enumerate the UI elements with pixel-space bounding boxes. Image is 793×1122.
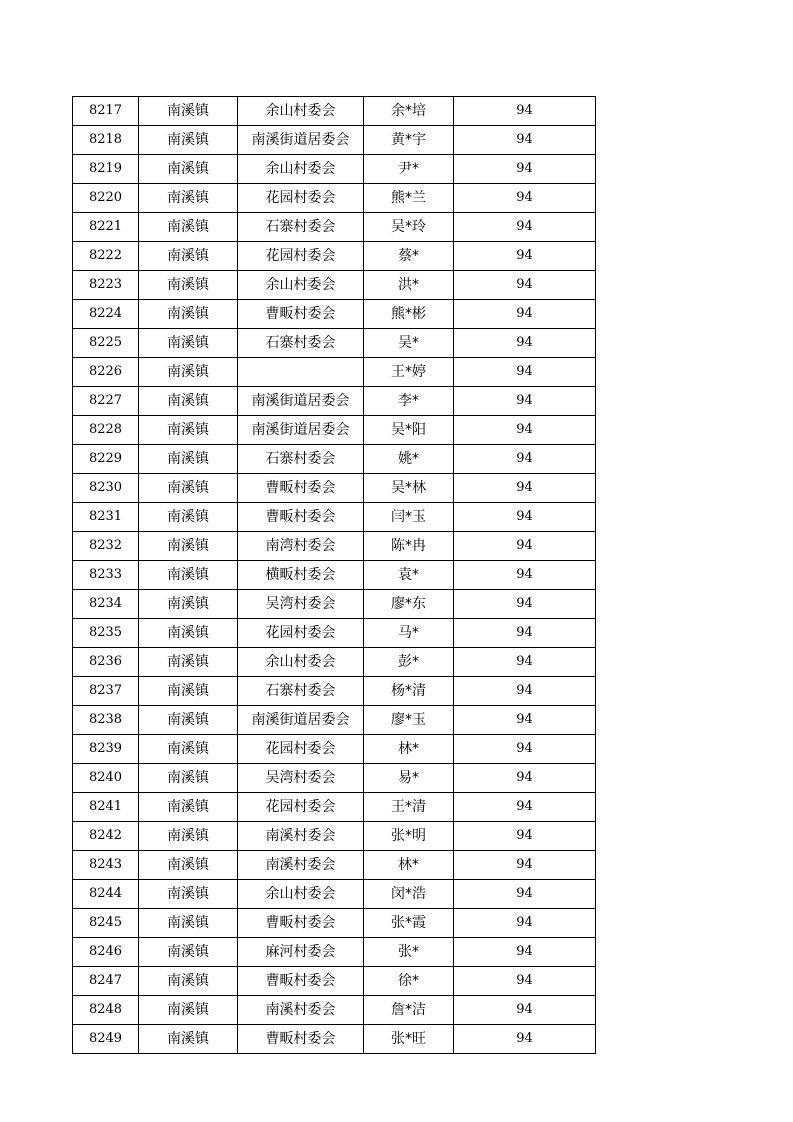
- cell-name: 林*: [364, 735, 454, 764]
- cell-id: 8236: [73, 648, 139, 677]
- cell-town: 南溪镇: [139, 793, 238, 822]
- cell-id: 8221: [73, 213, 139, 242]
- cell-id: 8225: [73, 329, 139, 358]
- cell-committee: 麻河村委会: [238, 938, 364, 967]
- cell-name: 熊*彬: [364, 300, 454, 329]
- cell-town: 南溪镇: [139, 764, 238, 793]
- cell-town: 南溪镇: [139, 967, 238, 996]
- cell-committee: 曹畈村委会: [238, 967, 364, 996]
- table-row: [73, 648, 596, 677]
- cell-committee: 曹畈村委会: [238, 300, 364, 329]
- cell-town: 南溪镇: [139, 271, 238, 300]
- cell-committee: 余山村委会: [238, 648, 364, 677]
- cell-score: 94: [454, 126, 596, 155]
- table-row: [73, 590, 596, 619]
- roster-table: [72, 96, 596, 1054]
- cell-id: 8232: [73, 532, 139, 561]
- cell-name: 张*明: [364, 822, 454, 851]
- cell-id: 8233: [73, 561, 139, 590]
- cell-score: 94: [454, 1025, 596, 1054]
- cell-id: 8238: [73, 706, 139, 735]
- table-row: [73, 967, 596, 996]
- table-row: [73, 329, 596, 358]
- cell-name: 袁*: [364, 561, 454, 590]
- cell-score: 94: [454, 242, 596, 271]
- cell-name: 吴*: [364, 329, 454, 358]
- cell-town: 南溪镇: [139, 1025, 238, 1054]
- cell-score: 94: [454, 793, 596, 822]
- cell-town: 南溪镇: [139, 561, 238, 590]
- cell-score: 94: [454, 97, 596, 126]
- cell-committee: 石寨村委会: [238, 213, 364, 242]
- cell-score: 94: [454, 358, 596, 387]
- cell-id: 8243: [73, 851, 139, 880]
- cell-town: 南溪镇: [139, 97, 238, 126]
- cell-committee: 南溪街道居委会: [238, 126, 364, 155]
- table-row: [73, 97, 596, 126]
- cell-score: 94: [454, 764, 596, 793]
- cell-committee: 曹畈村委会: [238, 503, 364, 532]
- cell-id: 8227: [73, 387, 139, 416]
- table-row: [73, 242, 596, 271]
- cell-town: 南溪镇: [139, 822, 238, 851]
- cell-committee: 曹畈村委会: [238, 474, 364, 503]
- cell-score: 94: [454, 880, 596, 909]
- cell-name: 李*: [364, 387, 454, 416]
- cell-town: 南溪镇: [139, 300, 238, 329]
- cell-town: 南溪镇: [139, 358, 238, 387]
- table-row: [73, 909, 596, 938]
- cell-name: 王*清: [364, 793, 454, 822]
- cell-name: 吴*玲: [364, 213, 454, 242]
- cell-name: 杨*清: [364, 677, 454, 706]
- roster-table-body: [73, 97, 596, 1054]
- cell-score: 94: [454, 619, 596, 648]
- table-row: [73, 793, 596, 822]
- cell-name: 张*旺: [364, 1025, 454, 1054]
- cell-committee: 余山村委会: [238, 155, 364, 184]
- cell-score: 94: [454, 967, 596, 996]
- cell-score: 94: [454, 155, 596, 184]
- cell-committee: 南溪街道居委会: [238, 387, 364, 416]
- cell-town: 南溪镇: [139, 648, 238, 677]
- cell-score: 94: [454, 532, 596, 561]
- cell-id: 8240: [73, 764, 139, 793]
- table-row: [73, 445, 596, 474]
- cell-id: 8229: [73, 445, 139, 474]
- cell-id: 8249: [73, 1025, 139, 1054]
- table-row: [73, 561, 596, 590]
- cell-name: 徐*: [364, 967, 454, 996]
- table-row: [73, 213, 596, 242]
- cell-committee: 石寨村委会: [238, 445, 364, 474]
- cell-score: 94: [454, 184, 596, 213]
- cell-committee: 余山村委会: [238, 97, 364, 126]
- cell-town: 南溪镇: [139, 996, 238, 1025]
- cell-town: 南溪镇: [139, 474, 238, 503]
- cell-name: 尹*: [364, 155, 454, 184]
- table-row: [73, 474, 596, 503]
- cell-name: 黄*宇: [364, 126, 454, 155]
- table-row: [73, 155, 596, 184]
- cell-town: 南溪镇: [139, 155, 238, 184]
- cell-id: 8230: [73, 474, 139, 503]
- cell-score: 94: [454, 590, 596, 619]
- table-row: [73, 619, 596, 648]
- cell-id: 8242: [73, 822, 139, 851]
- cell-id: 8223: [73, 271, 139, 300]
- cell-score: 94: [454, 387, 596, 416]
- table-row: [73, 271, 596, 300]
- cell-committee: 吴湾村委会: [238, 764, 364, 793]
- cell-name: 洪*: [364, 271, 454, 300]
- cell-name: 张*霞: [364, 909, 454, 938]
- cell-committee: 南溪村委会: [238, 996, 364, 1025]
- cell-town: 南溪镇: [139, 184, 238, 213]
- cell-id: 8248: [73, 996, 139, 1025]
- cell-id: 8218: [73, 126, 139, 155]
- cell-name: 张*: [364, 938, 454, 967]
- cell-id: 8241: [73, 793, 139, 822]
- table-row: [73, 387, 596, 416]
- cell-town: 南溪镇: [139, 619, 238, 648]
- cell-score: 94: [454, 851, 596, 880]
- cell-committee: 曹畈村委会: [238, 909, 364, 938]
- cell-id: 8231: [73, 503, 139, 532]
- table-row: [73, 822, 596, 851]
- cell-name: 彭*: [364, 648, 454, 677]
- table-row: [73, 706, 596, 735]
- cell-town: 南溪镇: [139, 677, 238, 706]
- cell-name: 王*婷: [364, 358, 454, 387]
- cell-town: 南溪镇: [139, 416, 238, 445]
- table-row: [73, 532, 596, 561]
- cell-name: 余*培: [364, 97, 454, 126]
- cell-town: 南溪镇: [139, 880, 238, 909]
- cell-town: 南溪镇: [139, 735, 238, 764]
- cell-name: 吴*阳: [364, 416, 454, 445]
- cell-score: 94: [454, 474, 596, 503]
- cell-id: 8217: [73, 97, 139, 126]
- cell-name: 闵*浩: [364, 880, 454, 909]
- cell-committee: 吴湾村委会: [238, 590, 364, 619]
- table-row: [73, 851, 596, 880]
- cell-committee: 花园村委会: [238, 735, 364, 764]
- cell-name: 林*: [364, 851, 454, 880]
- cell-committee: 横畈村委会: [238, 561, 364, 590]
- cell-town: 南溪镇: [139, 909, 238, 938]
- cell-score: 94: [454, 503, 596, 532]
- cell-name: 廖*玉: [364, 706, 454, 735]
- cell-town: 南溪镇: [139, 851, 238, 880]
- cell-id: 8247: [73, 967, 139, 996]
- cell-town: 南溪镇: [139, 242, 238, 271]
- cell-committee: 花园村委会: [238, 793, 364, 822]
- cell-town: 南溪镇: [139, 445, 238, 474]
- cell-committee: [238, 358, 364, 387]
- cell-committee: 花园村委会: [238, 619, 364, 648]
- cell-name: 易*: [364, 764, 454, 793]
- cell-town: 南溪镇: [139, 938, 238, 967]
- cell-committee: 南溪村委会: [238, 822, 364, 851]
- cell-score: 94: [454, 996, 596, 1025]
- cell-score: 94: [454, 677, 596, 706]
- cell-score: 94: [454, 329, 596, 358]
- cell-town: 南溪镇: [139, 706, 238, 735]
- table-row: [73, 996, 596, 1025]
- table-row: [73, 184, 596, 213]
- cell-committee: 花园村委会: [238, 184, 364, 213]
- table-row: [73, 416, 596, 445]
- cell-committee: 花园村委会: [238, 242, 364, 271]
- cell-name: 马*: [364, 619, 454, 648]
- cell-committee: 石寨村委会: [238, 677, 364, 706]
- cell-id: 8228: [73, 416, 139, 445]
- cell-id: 8234: [73, 590, 139, 619]
- cell-town: 南溪镇: [139, 590, 238, 619]
- cell-score: 94: [454, 822, 596, 851]
- cell-committee: 余山村委会: [238, 271, 364, 300]
- cell-name: 詹*洁: [364, 996, 454, 1025]
- cell-score: 94: [454, 213, 596, 242]
- table-row: [73, 764, 596, 793]
- cell-town: 南溪镇: [139, 503, 238, 532]
- cell-town: 南溪镇: [139, 532, 238, 561]
- cell-id: 8244: [73, 880, 139, 909]
- cell-score: 94: [454, 445, 596, 474]
- cell-committee: 南溪街道居委会: [238, 706, 364, 735]
- cell-id: 8235: [73, 619, 139, 648]
- table-row: [73, 735, 596, 764]
- cell-name: 蔡*: [364, 242, 454, 271]
- cell-score: 94: [454, 648, 596, 677]
- cell-committee: 南湾村委会: [238, 532, 364, 561]
- cell-score: 94: [454, 735, 596, 764]
- cell-id: 8239: [73, 735, 139, 764]
- cell-town: 南溪镇: [139, 329, 238, 358]
- cell-id: 8237: [73, 677, 139, 706]
- cell-score: 94: [454, 938, 596, 967]
- cell-score: 94: [454, 300, 596, 329]
- table-row: [73, 300, 596, 329]
- cell-name: 熊*兰: [364, 184, 454, 213]
- cell-id: 8219: [73, 155, 139, 184]
- cell-score: 94: [454, 416, 596, 445]
- cell-name: 姚*: [364, 445, 454, 474]
- table-row: [73, 880, 596, 909]
- cell-score: 94: [454, 706, 596, 735]
- table-row: [73, 503, 596, 532]
- cell-name: 廖*东: [364, 590, 454, 619]
- cell-committee: 石寨村委会: [238, 329, 364, 358]
- cell-town: 南溪镇: [139, 126, 238, 155]
- table-row: [73, 358, 596, 387]
- cell-score: 94: [454, 909, 596, 938]
- cell-id: 8226: [73, 358, 139, 387]
- cell-town: 南溪镇: [139, 213, 238, 242]
- cell-name: 闫*玉: [364, 503, 454, 532]
- cell-id: 8224: [73, 300, 139, 329]
- table-row: [73, 677, 596, 706]
- table-row: [73, 938, 596, 967]
- table-row: [73, 1025, 596, 1054]
- cell-score: 94: [454, 271, 596, 300]
- cell-id: 8245: [73, 909, 139, 938]
- cell-committee: 余山村委会: [238, 880, 364, 909]
- cell-committee: 曹畈村委会: [238, 1025, 364, 1054]
- cell-id: 8246: [73, 938, 139, 967]
- table-row: [73, 126, 596, 155]
- cell-id: 8222: [73, 242, 139, 271]
- cell-town: 南溪镇: [139, 387, 238, 416]
- cell-id: 8220: [73, 184, 139, 213]
- cell-score: 94: [454, 561, 596, 590]
- cell-committee: 南溪街道居委会: [238, 416, 364, 445]
- cell-name: 陈*冉: [364, 532, 454, 561]
- cell-committee: 南溪村委会: [238, 851, 364, 880]
- cell-name: 吴*林: [364, 474, 454, 503]
